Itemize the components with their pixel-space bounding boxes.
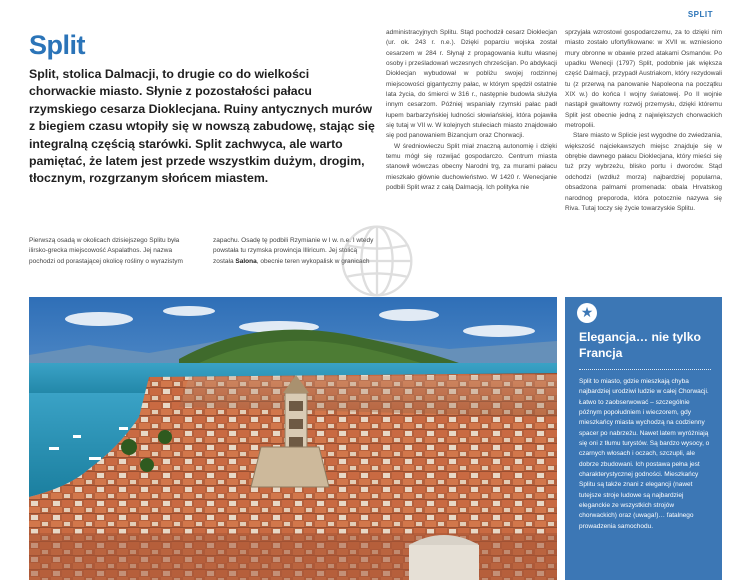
body-paragraph: Pierwszą osadą w okolicach dzisiejszego Splitu była ilirsko-grecka miejscowość Aspalathos. Jej nazwa pochodzi od porastającej okolicę rośliny o wyrazistym	[29, 237, 183, 265]
lead-paragraph: Split, stolica Dalmacji, to drugie co do wielkości chorwackie miasto. Słynie z pozostałości pałacu rzymskiego cesarza Dioklecjana. Ruiny antycznych murów z biegiem czasu wtopiły się w nowszą zabudowę, stając się integralną częścią starówki. Split zachwyca, ale warto pamiętać, że latem jest przede wszystkim dużym, drogim, tłocznym, rozgrzanym słońcem miastem.	[29, 67, 375, 186]
split-old-town-photo	[29, 297, 557, 580]
body-paragraph	[213, 236, 377, 267]
body-paragraph: administracyjnych Splitu. Stąd pochodził cesarz Dioklecjan (ur. ok. 243 r. n.e.). Dzięki poparciu wojska został cesarzem w 284 r. Słynął z propagowania kultu własnej osoby i prześladowań wczesnych chrześcijan. Po abdykacji Dioklecjan wybudował w pobliżu swojej rodzinnej miejscowości gigantyczny pałac, w którym spędził ostatnie lata życia, do śmierci w 316 r., następnie budowla służyła innym cesarzom. Później wspaniały rzymski pałac padł łupem barbarzyńskiej ludności słowiańskiej, która pojawiła się tutaj w VII w. W kolejnych stuleciach miasto znajdowało się pod panowaniem Bizancjum oraz Chorwacji.	[386, 29, 557, 140]
sidebar-text: Split to miasto, gdzie mieszkają chyba najbardziej urodziwi ludzie w całej Chorwacji. Łatwo to zaobserwować – szczególnie późnym popołudniem i wieczorem, gdy mieszkańcy miasta wychodzą na codzienny spacer po nabrzeżu. Nawet latem wyróżniają się oni z tłumu turystów. Są bardzo wysocy, o czarnych włosach i oczach, szczupli, ale dobrze zbudowani. Ich postawa pełna jest charakterystycznej godności. Mieszkańcy Splitu są także znani z elegancji (nawet tutejsze stroje ludowe są najbardziej eleganckie ze wszystkich strojów chorwackich) oraz (uwaga!)… fatalnego prowadzenia samochodu.	[579, 378, 710, 530]
star-icon: ★	[577, 303, 597, 323]
body-text: zapachu. Osadę tę podbili Rzymianie w I w. n.e. I wtedy powstała tu rzymska prowincja Illiricum. Jej stolicą została	[213, 237, 374, 265]
salona-highlight: Salona	[235, 257, 257, 265]
sidebar-box	[565, 297, 722, 580]
running-head: SPLIT	[687, 10, 713, 19]
body-text: , obecnie teren wykopalisk w granicach	[256, 257, 370, 265]
body-column-left-2	[213, 236, 377, 267]
sidebar-title: Elegancja… nie tylko Francja	[579, 330, 701, 360]
body-paragraph: W średniowieczu Split miał znaczną autonomię i dzięki temu mógł się rozwijać gospodarczo. Centrum miasta stanowił wówczas obecny Narodni trg, za murami pałacu mieszkało głównie duchowieństwo. W 1420 r. Wenecjanie podbili Split wraz z całą Dalmacją. Ich polityka nie	[386, 142, 557, 192]
body-column-right	[565, 28, 722, 214]
split-panorama-image	[29, 297, 557, 580]
sidebar-divider	[579, 369, 711, 370]
body-column-left-1	[29, 236, 199, 267]
body-paragraph: sprzyjała wzrostowi gospodarczemu, za to dzięki nim miasto zostało ufortyfikowane: w XVII w. wzniesiono mury obronne w obawie przed atakami Osmanów. Po upadku Wenecji (1797) Split, podobnie jak większa część Dalmacji, przypadł Austriakom, który rezydowali tu (z przerwą na panowanie Napoleona na początku XIX w.) do końca I wojny światowej. Po II wojnie nastąpił gwałtowny rozwój przemysłu, dzięki któremu Split jest obecnie jedną z największych chorwackich metropolii.	[565, 29, 722, 130]
page-title: Split	[29, 30, 85, 60]
body-paragraph: Stare miasto w Splicie jest wygodne do zwiedzania, większość najciekawszych miejsc znajduje się w obrębie dawnego pałacu Dioklecjana, który mieści się tuż przy wybrzeżu, blisko portu i dworców. Stąd odchodzi (wzdłuż morza) najbardziej popularna, obsadzona palmami promenada: obala Hrvatskog narodnog preporoda, która potocznie nazywa się Riva. Tutaj toczy się życie towarzyskie Splitu.	[565, 132, 722, 212]
body-column-middle	[386, 28, 557, 194]
